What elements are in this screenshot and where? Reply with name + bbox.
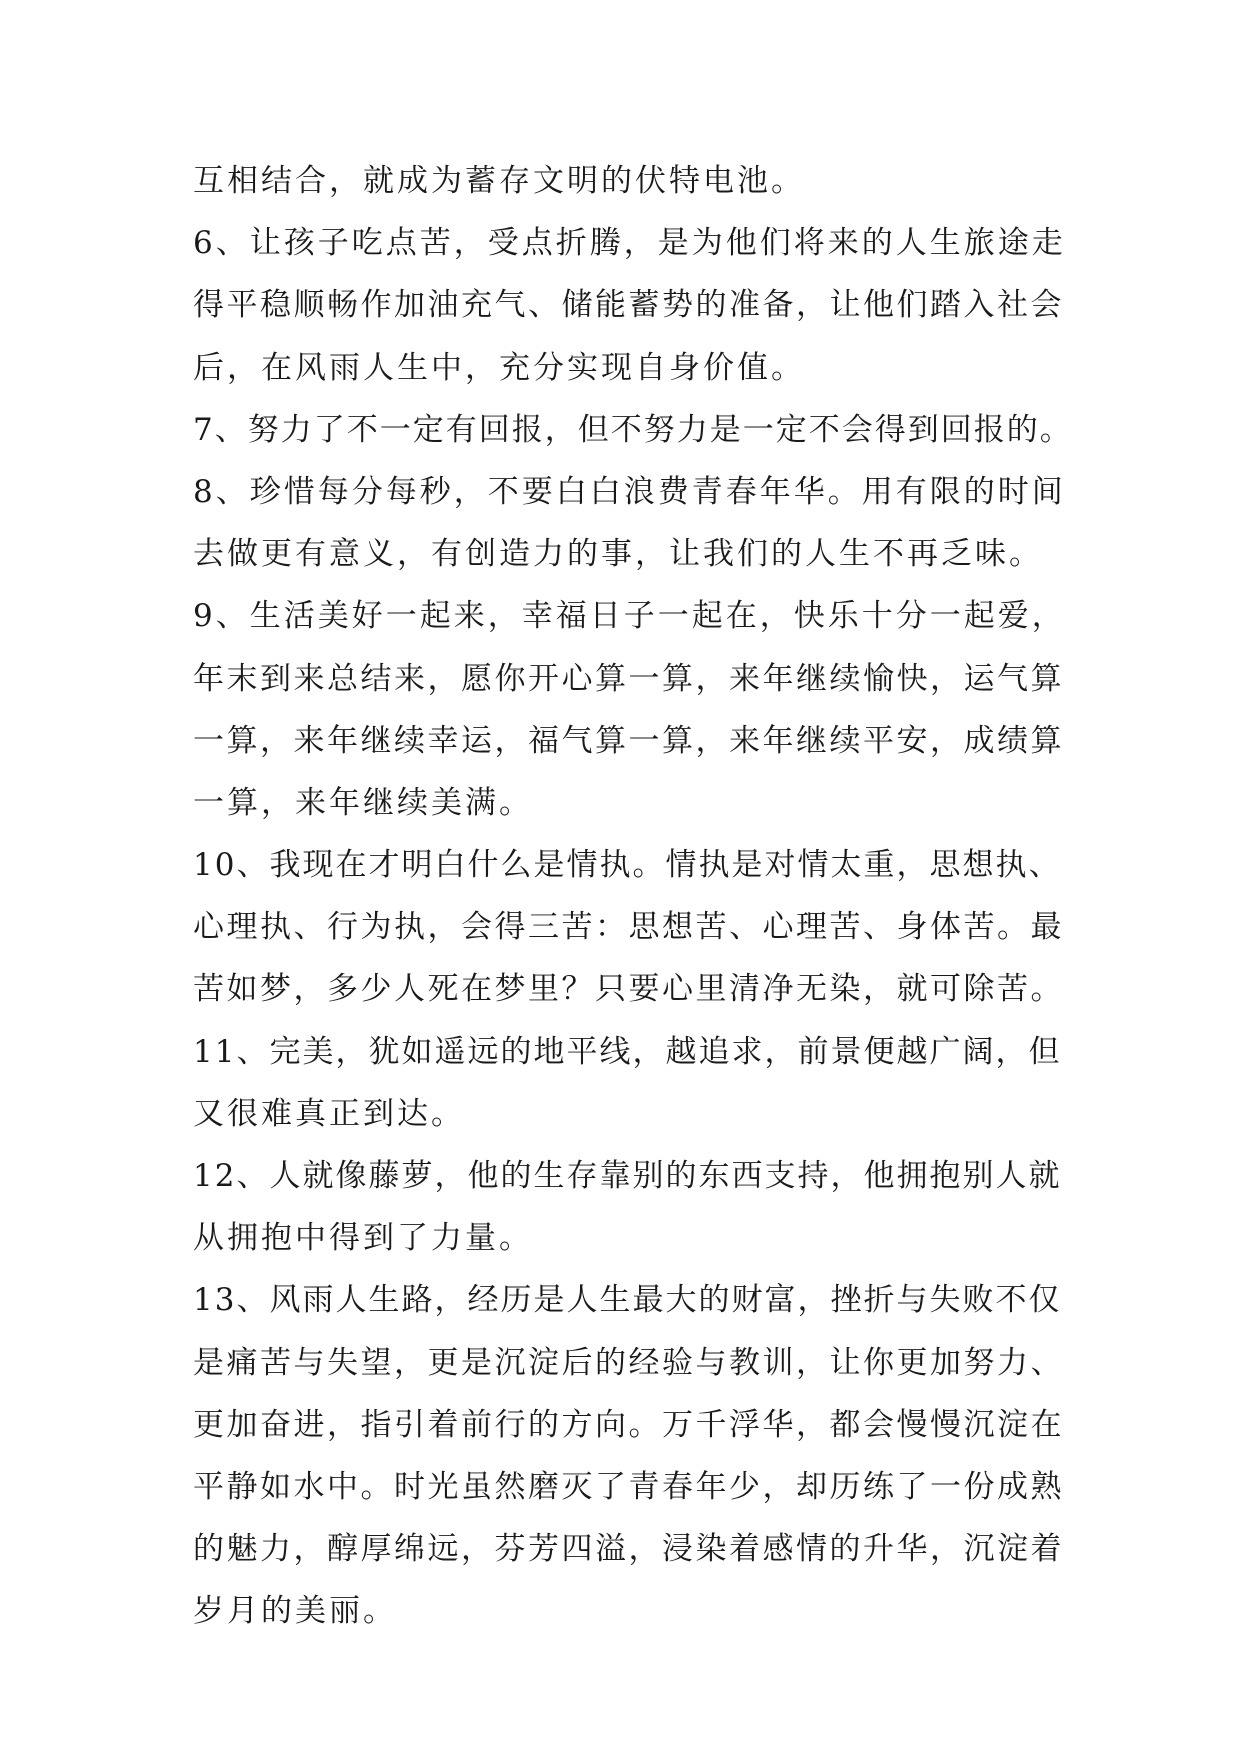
text-line: 去做更有意义，有创造力的事，让我们的人生不再乏味。 (193, 536, 1043, 573)
text-line: 岁月的美丽。 (193, 1593, 397, 1630)
text-line: 后，在风雨人生中，充分实现自身价值。 (193, 349, 805, 386)
text-line: 一算，来年继续美满。 (193, 784, 533, 821)
text-line: 的魅力，醇厚绵远，芬芳四溢，浸染着感情的升华，沉淀着 (193, 1531, 1064, 1568)
text-line: 8、珍惜每分每秒，不要白白浪费青春年华。用有限的时间 (193, 473, 1066, 510)
text-line: 7、努力了不一定有回报，但不努力是一定不会得到回报的。 (193, 411, 1073, 448)
text-line: 心理执、行为执，会得三苦：思想苦、心理苦、身体苦。最 (193, 909, 1064, 946)
text-line: 年末到来总结来，愿你开心算一算，来年继续愉快，运气算 (193, 660, 1064, 697)
text-line: 又很难真正到达。 (193, 1095, 465, 1132)
text-line: 6、让孩子吃点苦，受点折腾，是为他们将来的人生旅途走 (193, 225, 1066, 262)
text-line: 更加奋进，指引着前行的方向。万千浮华，都会慢慢沉淀在 (193, 1406, 1064, 1443)
text-line: 12、人就像藤萝，他的生存靠别的东西支持，他拥抱别人就 (193, 1158, 1062, 1194)
text-line: 苦如梦，多少人死在梦里？只要心里清净无染，就可除苦。 (193, 971, 1064, 1008)
text-line: 10、我现在才明白什么是情执。情执是对情太重，思想执、 (193, 847, 1062, 884)
text-line: 互相结合，就成为蓄存文明的伏特电池。 (193, 163, 805, 199)
text-line: 平静如水中。时光虽然磨灭了青春年少，却历练了一份成熟 (193, 1468, 1064, 1505)
document-body (193, 150, 1073, 1643)
text-line: 从拥抱中得到了力量。 (193, 1220, 533, 1257)
text-line: 13、风雨人生路，经历是人生最大的财富，挫折与失败不仅 (193, 1282, 1062, 1319)
text-line: 9、生活美好一起来，幸福日子一起在，快乐十分一起爱， (193, 598, 1066, 635)
text-line: 得平稳顺畅作加油充气、储能蓄势的准备，让他们踏入社会 (193, 287, 1064, 324)
text-line: 一算，来年继续幸运，福气算一算，来年继续平安，成绩算 (193, 722, 1064, 759)
text-line: 11、完美，犹如遥远的地平线，越追求，前景便越广阔，但 (193, 1033, 1062, 1070)
text-line: 是痛苦与失望，更是沉淀后的经验与教训，让你更加努力、 (193, 1344, 1064, 1381)
